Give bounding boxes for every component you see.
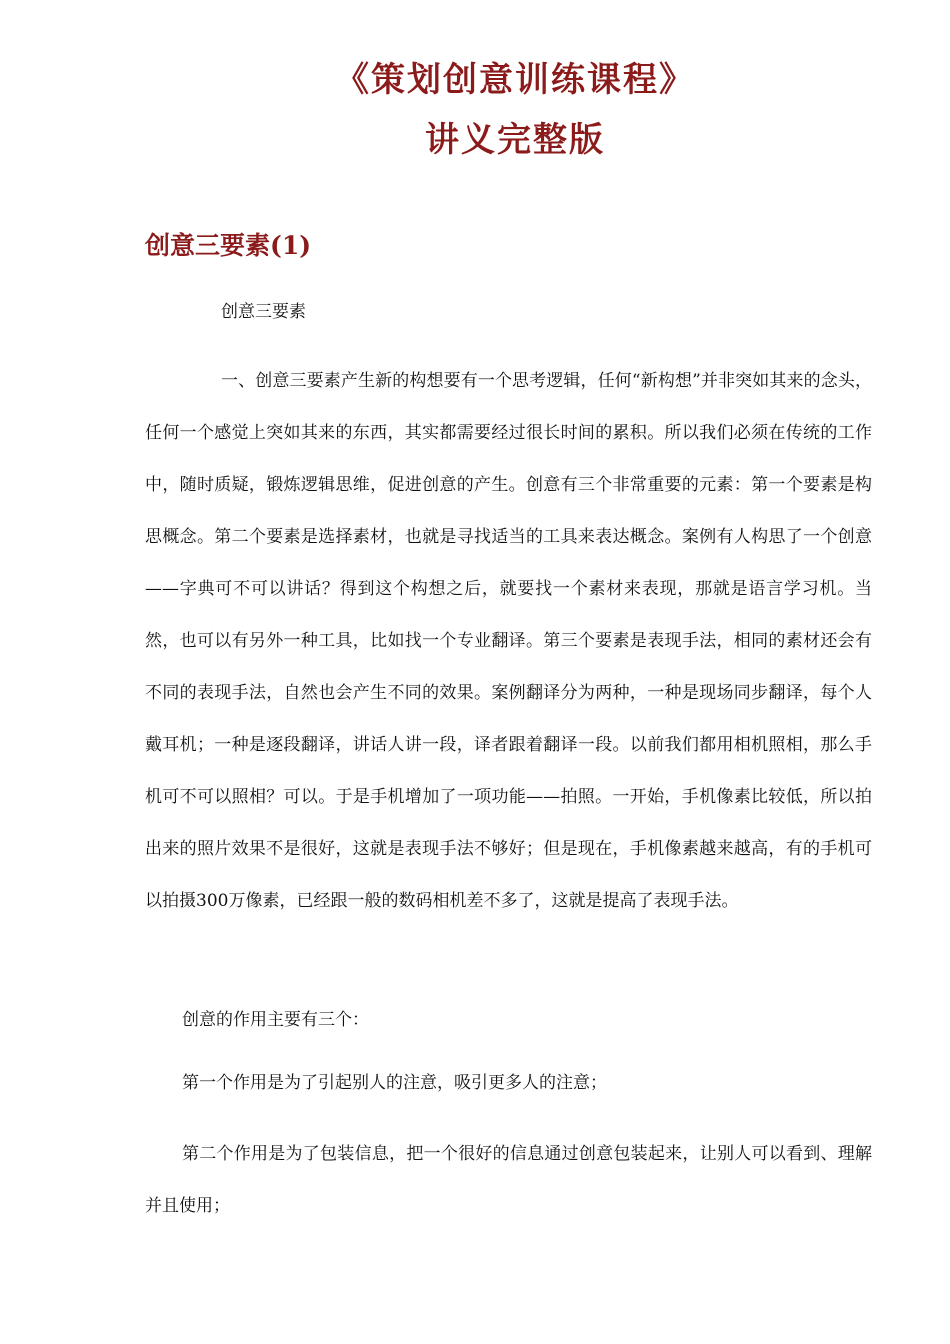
paragraph-function-2: 第二个作用是为了包装信息，把一个很好的信息通过创意包装起来，让别人可以看到、理解并且使用； bbox=[145, 1144, 872, 1216]
document-subtitle: 讲义完整版 bbox=[425, 120, 605, 160]
paragraph-function-1: 第一个作用是为了引起别人的注意，吸引更多人的注意； bbox=[182, 1073, 607, 1093]
paragraph-main: 一、创意三要素产生新的构想要有一个思考逻辑，任何“新构想”并非突如其来的念头，任何一个感觉上突如其来的东西，其实都需要经过很长时间的累积。所以我们必须在传统的工作中，随时质疑，锻炼逻辑思维，促进创意的产生。创意有三个非常重要的元素：第一个要素是构思概念。第二个要素是选择素材，也就是寻找适当的工具来表达概念。案例有人构思了一个创意——字典可不可以讲话？得到这个构想之后，就要找一个素材来表现，那就是语言学习机。当然，也可以有另外一种工具，比如找一个专业翻译。第三个要素是表现手法，相同的素材还会有不同的表现手法，自然也会产生不同的效果。案例翻译分为两种，一种是现场同步翻译，每个人戴耳机；一种是逐段翻译，讲话人讲一段，译者跟着翻译一段。以前我们都用相机照相，那么手机可不可以照相？可以。于是手机增加了一项功能——拍照。一开始，手机像素比较低，所以拍出来的照片效果不是很好，这就是表现手法不够好；但是现在，手机像素越来越高，有的手机可以拍摄300万像素，已经跟一般的数码相机差不多了，这就是提高了表现手法。 bbox=[145, 371, 872, 911]
paragraph-functions-intro: 创意的作用主要有三个： bbox=[182, 1010, 369, 1030]
document-title: 《策划创意训练课程》 bbox=[335, 60, 695, 100]
section-heading: 创意三要素(1) bbox=[145, 231, 312, 260]
subheading: 创意三要素 bbox=[221, 302, 306, 322]
